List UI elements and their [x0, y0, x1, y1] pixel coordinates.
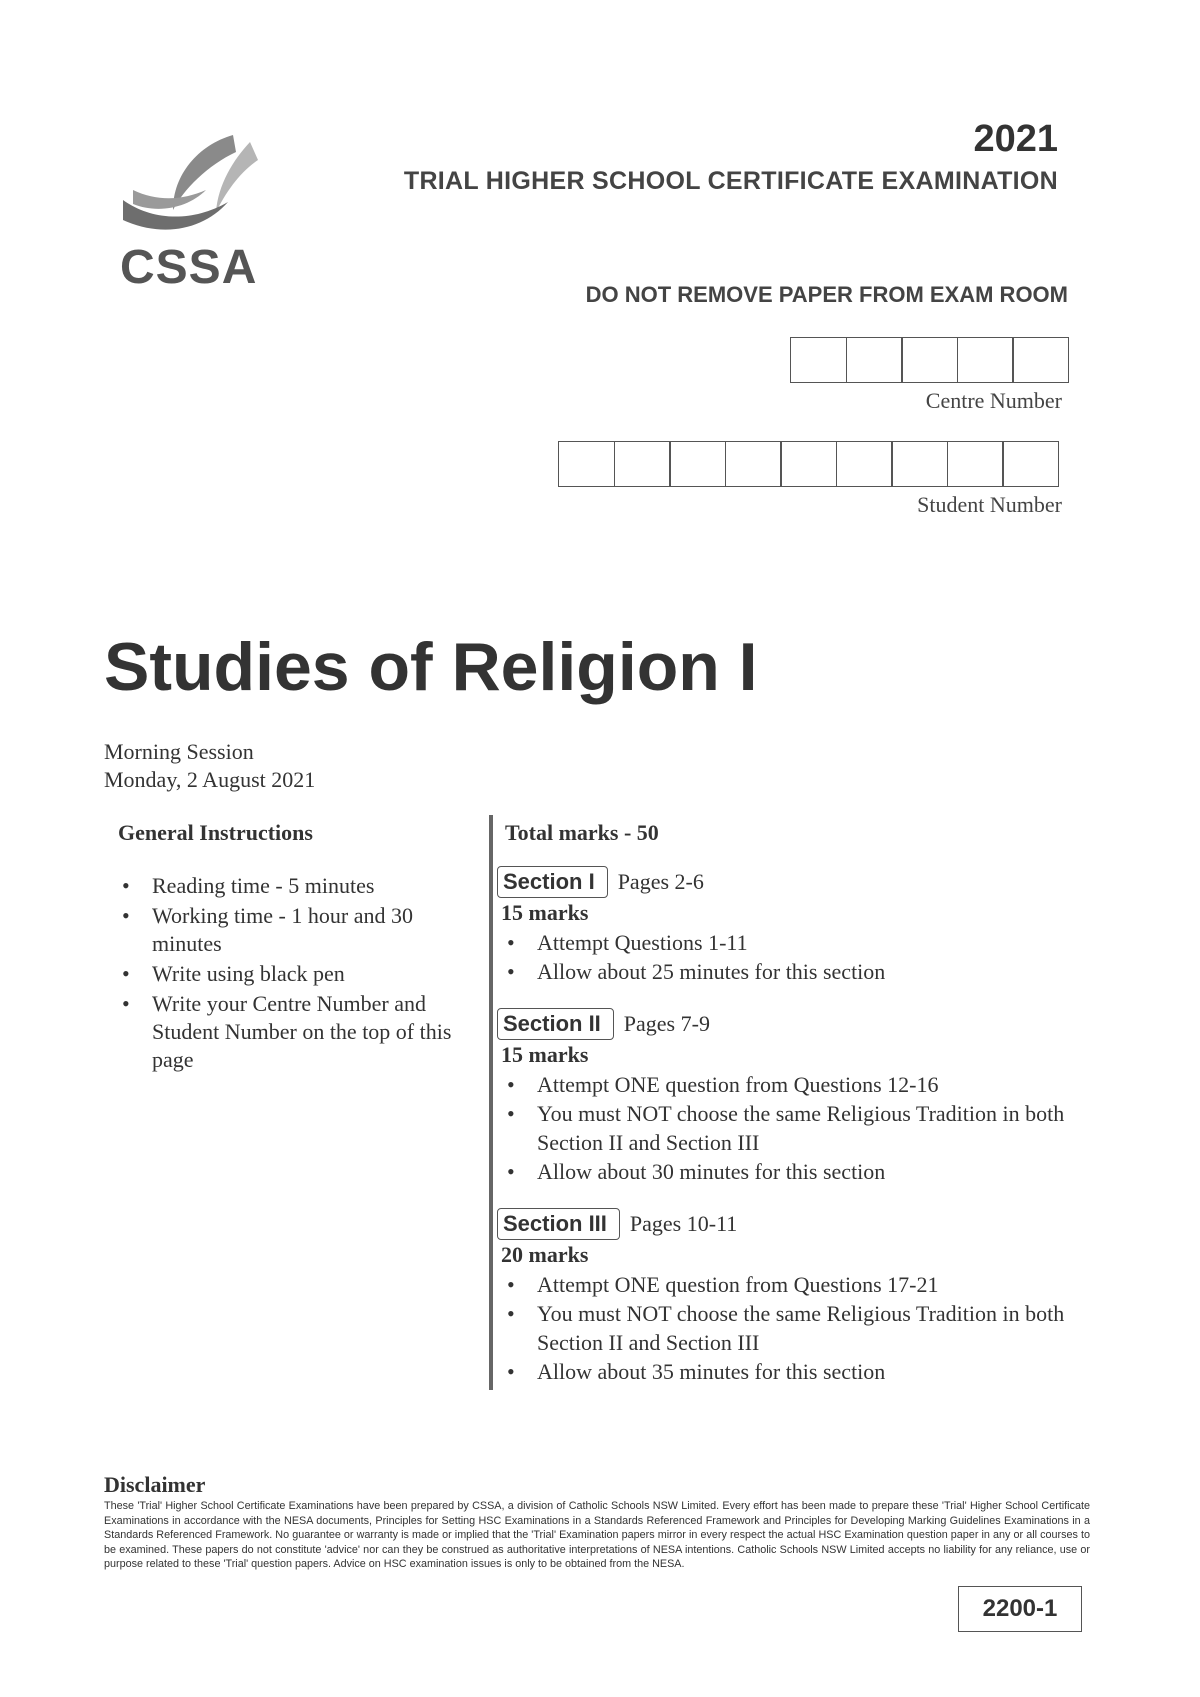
section-instructions: [497, 928, 1097, 986]
paper-code: 2200-1: [958, 1586, 1082, 1632]
subject-title: Studies of Religion I: [104, 629, 758, 705]
disclaimer-heading: Disclaimer: [104, 1472, 206, 1497]
list-item: • Attempt ONE question from Questions 12-16: [497, 1070, 1097, 1099]
session-date: Monday, 2 August 2021: [104, 767, 316, 792]
general-instructions-list: [120, 872, 470, 1076]
section-badge: Section III: [497, 1208, 620, 1240]
column-divider: [489, 815, 493, 1390]
section-instructions: [497, 1270, 1097, 1386]
section-3: [497, 1208, 1097, 1386]
logo-text: CSSA: [120, 241, 258, 294]
exam-year: 2021: [973, 118, 1058, 160]
section-marks: 15 marks: [501, 1042, 589, 1067]
student-number-cell[interactable]: [1002, 441, 1059, 487]
list-item: • Attempt ONE question from Questions 17-21: [497, 1270, 1097, 1299]
list-item: • Working time - 1 hour and 30 minutes: [120, 902, 470, 958]
list-item: • Reading time - 5 minutes: [120, 872, 470, 900]
student-number-cell[interactable]: [725, 441, 782, 487]
section-badge: Section I: [497, 866, 608, 898]
centre-number-cell[interactable]: [1012, 337, 1069, 383]
student-number-cell[interactable]: [780, 441, 837, 487]
exam-title: TRIAL HIGHER SCHOOL CERTIFICATE EXAMINATION: [403, 167, 1058, 195]
student-number-label: Student Number: [917, 492, 1062, 517]
total-marks: Total marks - 50: [505, 820, 659, 845]
list-item: • Attempt Questions 1-11: [497, 928, 1097, 957]
list-item: • Allow about 30 minutes for this section: [497, 1157, 1097, 1186]
section-pages: Pages 2-6: [617, 869, 704, 894]
centre-number-cell[interactable]: [901, 337, 958, 383]
section-badge: Section II: [497, 1008, 614, 1040]
exam-room-notice: DO NOT REMOVE PAPER FROM EXAM ROOM: [585, 282, 1068, 307]
section-instructions: [497, 1070, 1097, 1186]
list-item: • You must NOT choose the same Religious Tradition in both Section II and Section III: [497, 1099, 1097, 1157]
section-1: [497, 866, 1097, 986]
list-item: • Write your Centre Number and Student Number on the top of this page: [120, 990, 470, 1074]
general-instructions-heading: General Instructions: [118, 820, 313, 845]
section-2: [497, 1008, 1097, 1186]
student-number-cell[interactable]: [669, 441, 726, 487]
student-number-cell[interactable]: [836, 441, 893, 487]
student-number-cell[interactable]: [614, 441, 671, 487]
student-number-cell[interactable]: [558, 441, 615, 487]
session-time: Morning Session: [104, 739, 254, 764]
student-number-boxes[interactable]: [558, 441, 1058, 487]
centre-number-cell[interactable]: [957, 337, 1014, 383]
section-pages: Pages 10-11: [629, 1211, 738, 1236]
centre-number-label: Centre Number: [925, 388, 1062, 413]
student-number-cell[interactable]: [947, 441, 1004, 487]
list-item: • Write using black pen: [120, 960, 470, 988]
student-number-cell[interactable]: [891, 441, 948, 487]
section-marks: 15 marks: [501, 900, 589, 925]
section-pages: Pages 7-9: [623, 1011, 710, 1036]
list-item: • Allow about 35 minutes for this section: [497, 1357, 1097, 1386]
centre-number-cell[interactable]: [846, 337, 903, 383]
centre-number-boxes[interactable]: [790, 337, 1068, 383]
section-marks: 20 marks: [501, 1242, 589, 1267]
session-info: [104, 738, 315, 794]
list-item: • You must NOT choose the same Religious Tradition in both Section II and Section III: [497, 1299, 1097, 1357]
disclaimer-text: These 'Trial' Higher School Certificate Examinations have been prepared by CSSA, a division of Catholic Schools NSW Limited. Every effort has been made to prepare these 'Trial' Higher School Certificate Examinations in accordance with the NESA documents, Principles for Setting HSC Examinations in a Standards Referenced Framework and Principles for Developing Marking Guidelines Examinations in a Standards Referenced Framework. No guarantee or warranty is made or implied that the 'Trial' Examination papers mirror in every respect the actual HSC Examination question paper in any or all courses to be examined. These papers do not constitute 'advice' nor can they be construed as authoritative interpretations of NESA intentions. Catholic Schools NSW Limited accepts no liability for any reliance, use or purpose related to these 'Trial' question papers. Advice on HSC examination issues is only to be obtained from the NESA.: [104, 1500, 1090, 1570]
list-item: • Allow about 25 minutes for this section: [497, 957, 1097, 986]
centre-number-cell[interactable]: [790, 337, 847, 383]
